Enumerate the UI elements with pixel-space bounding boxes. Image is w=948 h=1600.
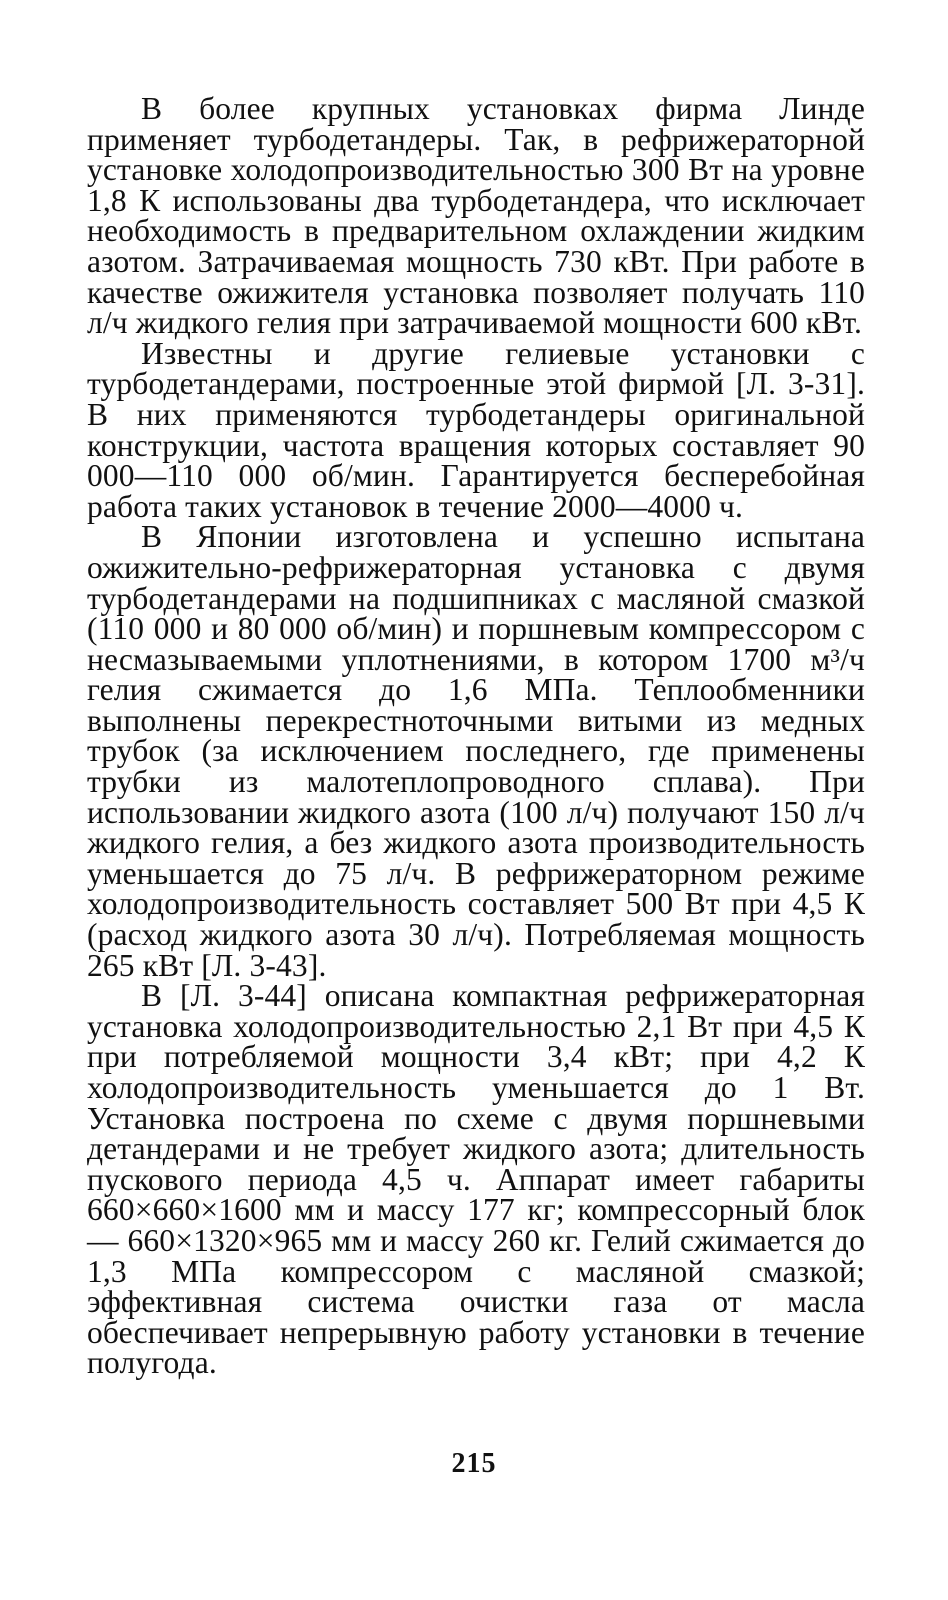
page-number: 215 bbox=[451, 1448, 497, 1479]
paragraph-4: В [Л. 3-44] описана компактная рефрижераторная установка холодопроизводительностью 2,1 Вт при 4,5 К при потребляемой мощности 3,4 кВт; при 4,2 К холодопроизводительность уменьшается до 1 Вт. Установка построена по схеме с двумя поршневыми детандерами и не требует жидкого азота; длительность пускового периода 4,5 ч. Аппарат имеет габариты 660×660×1600 мм и массу 177 кг; компрессорный блок — 660×1320×965 мм и массу 260 кг. Гелий сжимается до 1,3 МПа компрессором с масляной смазкой; эффективная система очистки газа от масла обеспечивает непрерывную работу установки в течение полугода. bbox=[87, 978, 865, 1381]
paragraph-1: В более крупных установках фирма Линде применяет турбодетандеры. Так, в рефрижераторной установке холодопроизводительностью 300 Вт на уровне 1,8 К использованы два турбодетандера, что исключает необходимость в предварительном охлаждении жидким азотом. Затрачиваемая мощность 730 кВт. При работе в качестве ожижителя установка позволяет получать 110 л/ч жидкого гелия при затрачиваемой мощности 600 кВт. bbox=[87, 91, 865, 341]
paragraph-2: Известны и другие гелиевые установки с турбодетандерами, построенные этой фирмой [Л. 3-31]. В них применяются турбодетандеры оригинальной конструкции, частота вращения которых составляет 90 000—110 000 об/мин. Гарантируется бесперебойная работа таких установок в течение 2000—4000 ч. bbox=[87, 335, 865, 524]
page-body bbox=[87, 91, 865, 1381]
paragraph-3: В Японии изготовлена и успешно испытана ожижительно-рефрижераторная установка с двумя турбодетандерами на подшипниках с масляной смазкой (110 000 и 80 000 об/мин) и поршневым компрессором с несмазываемыми уплотнениями, в котором 1700 м³/ч гелия сжимается до 1,6 МПа. Теплообменники выполнены перекрестноточными витыми из медных трубок (за исключением последнего, где применены трубки из малотеплопроводного сплава). При использовании жидкого азота (100 л/ч) получают 150 л/ч жидкого гелия, а без жидкого азота производительность уменьшается до 75 л/ч. В рефрижераторном режиме холодопроизводительность составляет 500 Вт при 4,5 К (расход жидкого азота 30 л/ч). Потребляемая мощность 265 кВт [Л. 3-43]. bbox=[87, 519, 865, 983]
